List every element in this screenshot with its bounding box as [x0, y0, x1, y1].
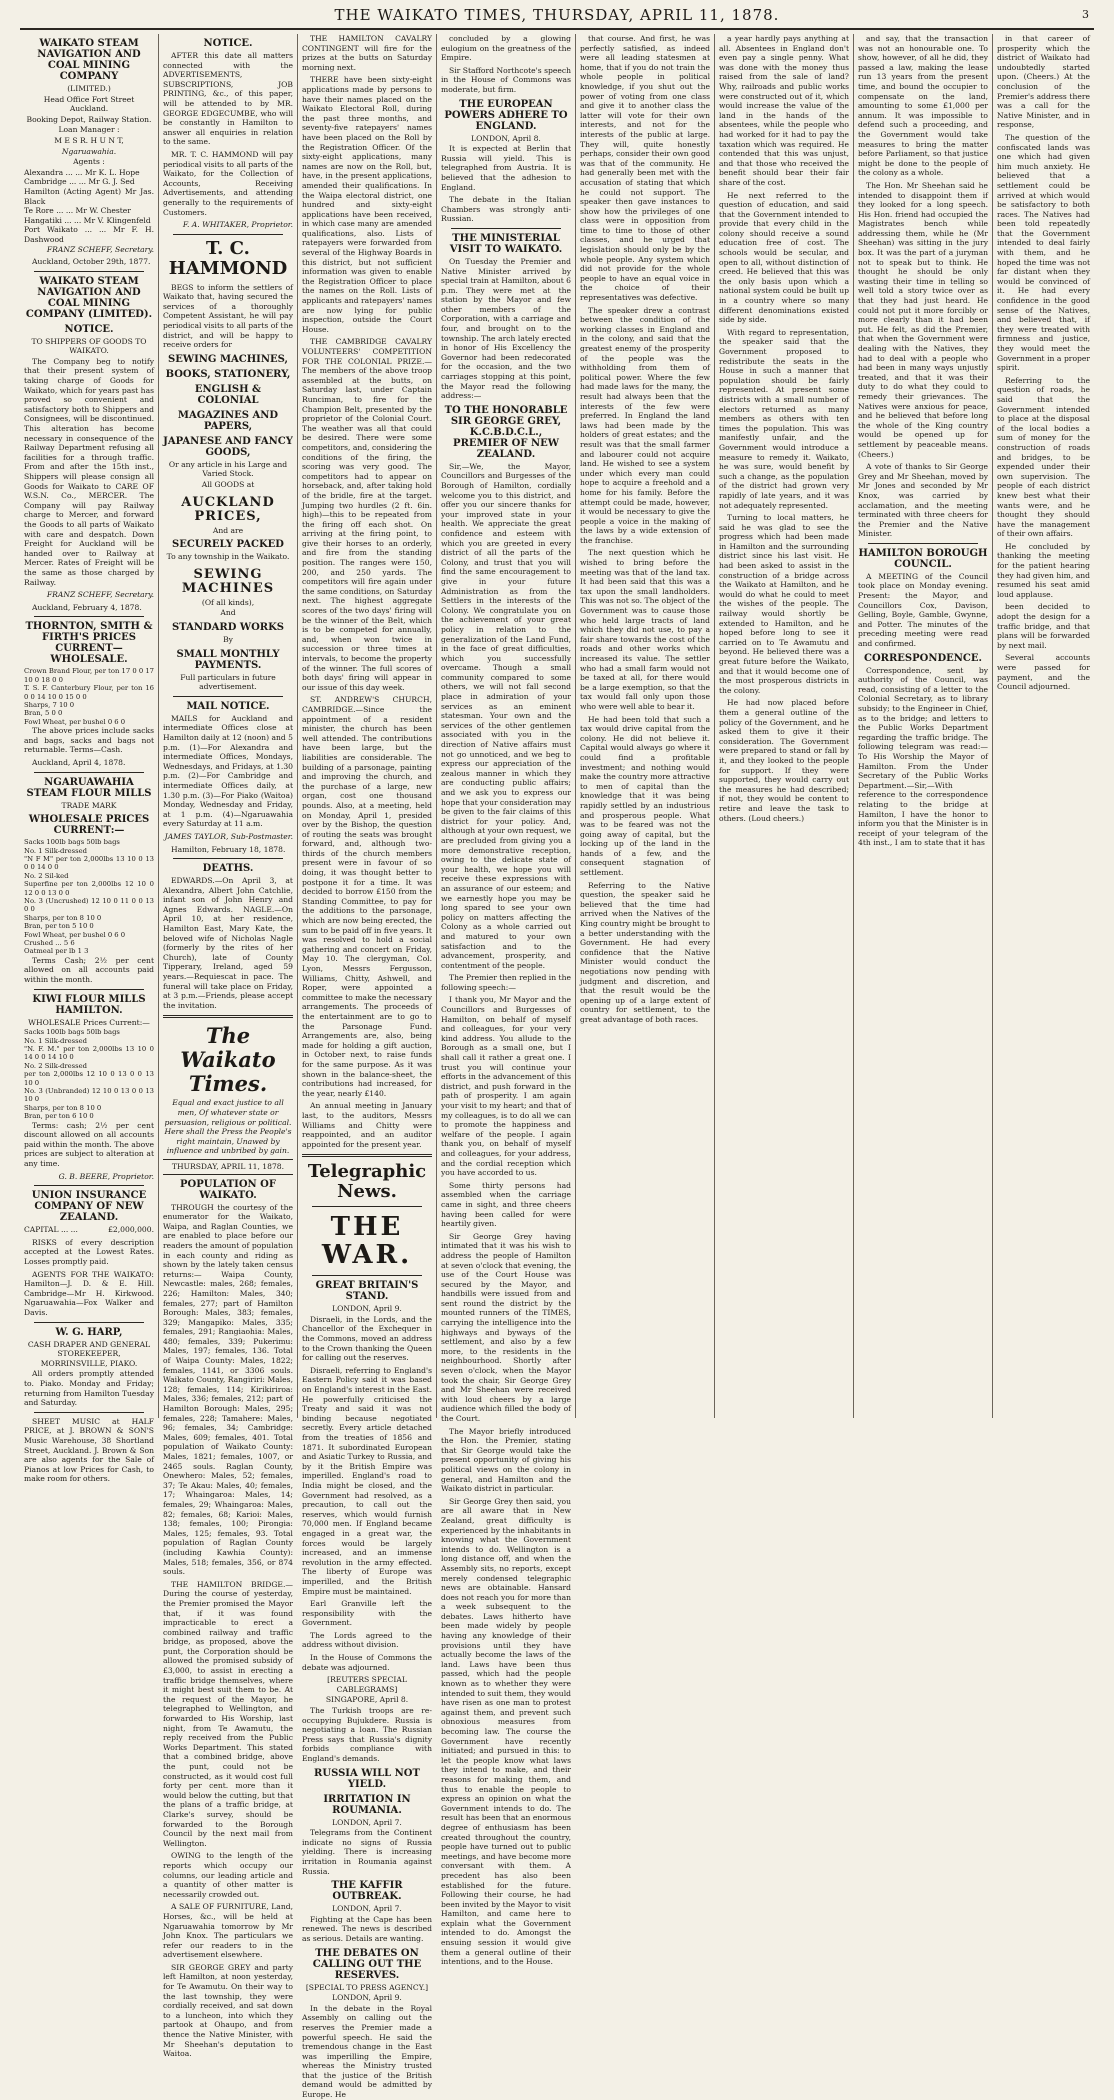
trade-mark: TRADE MARK — [61, 800, 117, 810]
notice-sub: TO SHIPPERS OF GOODS TO WAIKATO. — [31, 336, 147, 356]
agent-item: Hamilton (Acting Agent) Mr Jas. Black — [24, 186, 154, 206]
vote-of-thanks-text: A vote of thanks to Sir George Grey and Mr Sheehan, moved by Mr Jones and seconded by Mr Knox, was carried by acclamation, and the meeting terminated with three cheers for the Premier and the Native Minister. — [858, 462, 988, 539]
debates-text: In the debate in the Royal Assembly on calling out the reserves the Premier made a powerful speech. He said the tremendous change in the East was imperilling the Empire, whereas the Ministry trusted that the justice of the British demand would be admitted by Europe. He — [302, 2003, 432, 2100]
hammond-all: All GOODS at — [201, 480, 255, 490]
population-heading: POPULATION OF WAIKATO. — [180, 1178, 276, 1201]
divider — [34, 271, 144, 272]
hammond-by: By — [223, 635, 233, 644]
war-text-2: Disraeli, referring to England's Eastern Policy said it was based on England's interest in the East. He powerfully criticised the Treaty and said it was not binding because negotiated secretly. Every article detached from the treaties of 1856 and 1871. It subordinated European and Asiatic Turkey to Russia, and by it the British Empire was imperilled. England's road to India might be closed, and the Government had resolved, as a precaution, to call out the reserves, which would furnish 70,000 men. If England became engaged in a great war, the forces would be largely increased, and an immense revolution in the army effected. The liberty of Europe was imperilled, and the British Empire must be maintained. — [302, 1365, 432, 1596]
hammond-full: Full particulars in future advertisement. — [180, 672, 276, 692]
sheet-music-ad: SHEET MUSIC at HALF PRICE, at J. BROWN & SON'S Music Warehouse, 38 Shortland Street, Auckland. J. Brown & Son are also agents for the Sale of Pianos at low Prices for Cash, to make room for others. — [24, 1416, 154, 1484]
hammond-prices: AUCKLAND PRICES, — [181, 494, 275, 524]
notice-signature: F. A. WHITAKER, Proprietor. — [182, 220, 293, 230]
divider — [34, 1412, 144, 1413]
notice-date: Auckland, February 4, 1878. — [32, 602, 142, 612]
kiwi-prices — [24, 1028, 154, 1120]
union-capital-row — [24, 1225, 154, 1235]
hammond-and-2: And — [220, 608, 236, 618]
hammond-sewing: SEWING MACHINES — [181, 566, 275, 596]
electoral-roll-note: THERE have been sixty-eight applications made by persons to have their names placed on the Waikato Electoral Roll, during the past three months, and seventy-five ratepayers' names have been placed on the Roll by the Registration Officer. Of the sixty-eight applications, many names are now on the Roll, but, have, in the present applications, amended their qualifications. In the Waipa electoral district, one hundred and sixty-eight applications have been received, in which case many are amended qualifications, also. Lists of ratepayers were forwarded from several of the Highway Boards in this district, but not sufficient information was given to enable the Registration Officer to place the names on the Roll. Lists of applicants and ratepayers' names are now lying for public inspection, outside the Court House. — [302, 75, 432, 334]
agents-list — [24, 168, 154, 245]
war-text-4: The Lords agreed to the address without division. — [302, 1630, 432, 1650]
union-capital-value: £2,000,000. — [108, 1225, 154, 1235]
population-text: THROUGH the courtesy of the enumerator for the Waikato, Waipa, and Raglan Counties, we are enabled to place before our readers the amount of population in each county and riding as shown by the lately taken census returns:— Waipa County, Newcastle: males, 268; females, 226; Hamilton: Males, 340; females, 277; part of Hamilton Borough: Males, 383; females, 329; Mangapiko: Males, 335; females, 291; Rangiaohia: Males, 480; females, 339; Pukerimu: Males, 197; females, 136. Total of Waipa County: Males, 1822; females, 1141, or 3306 souls. Waikato County, Rangiriri: Males, 128; females, 114; Kirikiriroa: Males, 336; females, 212; part of Hamilton Borough: Males, 295; females, 228; Tamahere: Males, 96; females, 34; Cambridge: Males, 609; females, 401. Total population of Waikato County: Males, 1821; females, 1007, or 2465 souls. Raglan County, Onewhero: Males, 52; females, 37; Te Akau: Males, 40; females, 17; Whaingaroa: Males, 14; females, 29; Whaingaroa: Males, 82; females, 68; Karioi: Males, 138; females, 100; Pirongia: Males, 125; females, 93. Total population of Raglan County (including Kawhia County): Males, 518; females, 356, or 874 souls. — [163, 1202, 293, 1577]
hammond-item: JAPANESE AND FANCY GOODS, — [163, 435, 293, 458]
st-andrews-church-2: An annual meeting in January last, to the auditors, Messrs Williams and Chitty were reappointed, and an auditor appointed for the present year. — [302, 1101, 432, 1149]
the-war-heading: THE WAR. — [321, 1212, 413, 1271]
column-6 — [715, 34, 854, 1418]
wholesale-prices — [24, 838, 154, 956]
notice-heading: NOTICE. — [64, 323, 114, 335]
kaffir-text: Fighting at the Cape has been renewed. The news is described as serious. Details are wanting. — [302, 1914, 432, 1943]
ngaruawahia-mills-heading: NGARUAWAHIA STEAM FLOUR MILLS — [26, 776, 152, 799]
steam-nav-office: Head Office Fort Street Auckland. — [43, 94, 135, 114]
divider — [868, 543, 978, 544]
speech-text: in that career of prosperity which the district of Waikato had undoubtedly started upon. (Cheers.) At the conclusion of the Premier's address there was a call for the Native Minister, and in response, — [997, 34, 1090, 130]
hammond-item: ENGLISH & COLONIAL — [194, 383, 262, 406]
price-line: Sharps, per ton 8 10 0 — [24, 1103, 102, 1112]
masthead — [20, 6, 1094, 30]
sheehan-speech-text: The Hon. Mr Sheehan said he intended to disappoint them if they looked for a long speech. His Hon. friend had occupied the Magistrates bench while addressing them, while he (Mr Sheehan) was sitting in the jury box. It was the part of a juryman not to speak but to think. He thought he should be only wasting their time in telling so well told a story twice over as that they had just heard. He could not put it more forcibly or more clearly than it had been put. He felt, as did the Premier, that when the Government were dealing with the Natives, they had to deal with a people who had been in many ways unjustly treated, and that it was their duty to do what they could to remedy their grievances. The Natives were anxious for peace, and he believed that before long the whole of the King country would be opened up for settlement by peaceable means. (Cheers.) — [858, 180, 988, 459]
price-line: Sharps, 7 10 0 — [24, 700, 75, 709]
divider — [34, 616, 144, 617]
column-4 — [437, 34, 576, 1967]
powers-text: It is expected at Berlin that Russia will yield. This is telegraphed from Austria. It is believed that the adhesion to England. — [441, 144, 571, 192]
column-5 — [576, 34, 715, 1418]
price-line: T. S. F. Canterbury Flour, per ton 16 0 0 14 10 0 15 0 0 — [24, 684, 154, 701]
divider — [34, 1322, 144, 1323]
hammond-heading: T. C. HAMMOND — [168, 237, 288, 279]
hammond-standard: STANDARD WORKS — [171, 622, 285, 633]
paper-title: The Waikato Times. — [180, 1023, 276, 1097]
notice-text-2: MR. T. C. HAMMOND will pay periodical visits to all parts of the Waikato, for the Collection of Accounts, Receiving Advertisements, and attending generally to the requirements of Customers. — [163, 149, 293, 217]
council-text: Several accounts were passed for payment, and the Council adjourned. — [997, 653, 1090, 692]
price-line: "N. F. M." per ton 2,000lbs 13 10 0 14 0 0 14 10 0 — [24, 1045, 154, 1062]
correspondence-heading: CORRESPONDENCE. — [863, 652, 982, 664]
speech-text: Referring to the Native question, the speaker said he believed that the time had arrived when the Natives of the King country might be brought to a better understanding with the Government. He had every confidence that the Native Minister would conduct the negotiations now pending with judgment and discretion, and that the result would be the opening up of a large extent of country for settlement, to the great advantage of both races. — [580, 880, 710, 1024]
price-line: Sacks 100lb bags 50lb bags — [24, 1028, 120, 1037]
notice-signature: FRANZ SCHEFF, Secretary. — [46, 590, 154, 600]
divider — [173, 858, 283, 859]
price-line: Fowl Wheat, per bushel 0 6 0 — [24, 717, 126, 726]
price-line: "N F M" per ton 2,000lbs 13 10 0 13 0 0 14 0 0 — [24, 854, 154, 872]
evening-meeting-text: Sir George Grey having intimated that it was his wish to address the people of Hamilton at seven o'clock that evening, the use of the Court House was secured by the Mayor, and handbills were issued from and sent round the district by the mounted runners of the TIMES, carrying the intelligence into the highways and byways of the settlement, and also by a few more, to the residents in the neighbourhood. Shortly after seven o'clock, when the Mayor took the chair, Sir George Grey and Mr Sheehan were received with loud cheers by a large audience which filled the body of the Court. — [441, 1231, 571, 1423]
speech-text: He next referred to the question of education, and said that the Government intended to provide that every child in the colony should receive a sound education free of cost. The schools would be secular, and open to all, without distinction of creed. He believed that this was the only basis upon which a national system could be built up in a country where so many different denominations existed side by side. — [719, 190, 849, 325]
grey-party-note: SIR GEORGE GREY and party left Hamilton, at noon yesterday, for Te Awamutu. On their way to the last township, they were cordially received, and sat down to a luncheon, into which they partook at Ohaupo, and from thence the Native Minister, with Mr Sheehan's deputation to Waitoa. — [163, 1962, 293, 2059]
war-text-5: In the House of Commons the debate was adjourned. — [302, 1653, 432, 1672]
cavalry-competition: THE CAMBRIDGE CAVALRY VOLUNTEERS' COMPETITION FOR THE COLONIAL PRIZE.—The members of the above troop assembled at the butts, on Saturday last, under Captain Runciman, to fire for the Champion Belt, presented by the proprietor of the Colonial Court. The weather was all that could be desired. There were some competitors, and, considering the conditions of the firing, the scoring was very good. The competitors had to appear on horseback, and, after taking hold of the bridle, fire at the target. Jumping two hurdles (2 ft. 6in. high)—this to be repeated from the firing off each shot. On arriving at the firing point, to give their horses to an orderly, and fire from the standing position. The ranges were 150, 200, and 250 yards. The competitors will fire again under the same conditions, on Saturday next. The highest aggregate scores of the two days' firing will be the winner of the Belt, which is to be competed for annually, and, when won twice in succession or three times at intervals, to become the property of the winner. The full scores of both days' firing will appear in our issue of this day week. — [302, 337, 433, 692]
kiwi-terms: Terms: cash; 2½ per cent discount allowed on all accounts paid within the month. The above prices are subject to alteration at any time. — [24, 1120, 154, 1169]
divider-double — [163, 1015, 293, 1018]
price-line: Fowl Wheat, per bushel 0 6 0 — [24, 930, 126, 939]
price-line: No. 2 Silk-dressed — [24, 1061, 87, 1070]
divider — [312, 1275, 422, 1276]
correspondence-text: Correspondence, sent by authority of the Council, was read, consisting of a letter to the Colonial Secretary, as to library subsidy; to the Engineer in Chief, as to the bridge; and letters to the Public Works Department regarding the traffic bridge. The following telegram was read:— To His Worship the Mayor of Hamilton. From the Under Secretary of the Public Works Department.—Sir,—With reference to the correspondence relating to the bridge at Hamilton, I have the honor to inform you that the Minister is in receipt of your telegram of the 4th inst., I am to state that it has — [858, 665, 988, 848]
speech-text: that course. And first, he was perfectly satisfied, as indeed were all leading statesmen at home, that if you do not train the whole people in political knowledge, if you shut out the power of voting from one class and give it to another class the latter will vote for their own interests, and not for the interests of the public at large. They will, quite honestly perhaps, consider their own good was that of the community. He had generally been met with the accusation of stating that which he could not support. The speaker then gave instances to show how the privileges of one class were in opposition from time to time to those of other classes, and he urged that legislation should only be by the whole people. Any system which did not provide for the whole people to have an equal voice in the choice of their representatives was defective. — [580, 34, 710, 303]
crowded-out-note: OWING to the length of the reports which occupy our columns, our leading article and a quantity of other matter is necessarily crowded out. — [163, 1851, 293, 1899]
masthead-title: THE WAIKATO TIMES, THURSDAY, APRIL 11, 1878. — [334, 6, 780, 24]
speech-text: a year hardly pays anything at all. Absentees in England don't even pay a single penny. What was done with the money thus raised from the sale of land? Why, railroads and public works were constructed out of it, which would increase the value of the land in the hands of the absentees, while the people who had worked for it had to pay the taxation which was required. He contended that this was unjust, and that those who received the benefit should bear their fair share of the cost. — [719, 34, 849, 187]
paper-motto: Equal and exact justice to all men, Of whatever state or persuasion, religious or political. Here shall the Press the People's right maintain, Unawed by influence and unbribed by gain. — [164, 1098, 292, 1156]
notice-text: The Company beg to notify that their present system of taking charge of Goods for Waikato, which for years past has proved so convenient and satisfactory both to Shippers and Consignees, will be discontinued. This alteration has become necessary in consequence of the Railway Department refusing all facilities for a through traffic. From and after the 15th inst., Shippers will please consign all Goods for Waikato to CARE OF W.S.N. Co., MERCER. The Company will pay Railway charge to Mercer, and forward the Goods to all parts of Waikato with care and despatch. Down Freight for Auckland will be handed over to Railway at Mercer. Rates of Freight will be the same as those charged by Railway. — [24, 356, 154, 587]
union-agents: AGENTS FOR THE WAIKATO: Hamilton—J. D. & E. Hill. Cambridge—Mr H. Kirkwood. Ngaruawahia—Fox Walker and Davis. — [24, 1269, 154, 1317]
price-line: Sharps, per ton 8 10 0 — [24, 913, 102, 922]
harp-heading: W. G. HARP, — [55, 1326, 123, 1338]
agent-item: Cambridge ... ... Mr G. J. Sed — [24, 177, 135, 187]
dateline: LONDON, April 9. — [332, 1993, 402, 2003]
price-line: per ton 2,000lbs 12 10 0 13 0 0 13 10 0 — [24, 1070, 154, 1087]
column-7 — [854, 34, 993, 1418]
thornton-note: The above prices include sacks and bags, sacks and bags not returnable. Terms—Cash. — [24, 726, 154, 755]
price-line: Crushed ... 5 6 — [24, 939, 75, 947]
kiwi-signature: G. B. BEERE, Proprietor. — [58, 1171, 154, 1181]
war-text-1: Disraeli, in the Lords, and the Chancellor of the Exchequer in the Commons, moved an address to the Crown thanking the Queen for calling out the reserves. — [302, 1314, 432, 1363]
hammond-item: SEWING MACHINES, — [168, 353, 288, 365]
speech-text: The next question which he wished to bring before the meeting was that of the land tax. It had been said that this was a tax upon the small landholders. This was not so. The object of the Government was to cause those who held large tracts of land which they did not use, to pay a fair share towards the cost of the roads and other works which increased its value. The settler who had a small farm would not be taxed at all, for there would be a large exemption, so that the tax would fall only upon those who were well able to bear it. — [580, 548, 710, 711]
deaths-heading: DEATHS. — [202, 863, 254, 875]
hamilton-bridge-text: THE HAMILTON BRIDGE.—During the course of yesterday, the Premier promised the Mayor that, if it was found impracticable to erect a combined railway and traffic bridge, as proposed, above the punt, the Corporation should be allowed the promised subsidy of £3,000, to assist in erecting a traffic bridge themselves, where it might best suit them to be. At the request of the Mayor, he telegraphed to Wellington, and forwarded to His Worship, last night, from Te Awamutu, the reply received from the Public Works Department. This stated that a combined bridge, above the punt, could not be constructed, as it would cost full forty per cent. more than it would below the cutting, but that the plans of a traffic bridge, at Clarke's survey, should be forwarded to the Borough Council by the next mail from Wellington. — [163, 1579, 293, 1848]
roumania-heading: IRRITATION IN ROUMANIA. — [323, 1793, 411, 1816]
grey-speech-text: Sir George Grey then said, you are all aware that in New Zealand, great difficulty is experienced by the inhabitants in knowing what the Government intends to do. Wellington is a long distance off, and when the Assembly sits, no reports, except merely condensed telegraphic news are obtainable. Hansard does not reach you for more than a week subsequent to the debates. Laws hitherto have been made widely by people having any knowledge of their provisions until they have actually become the laws of the land. Laws have been thus passed, which had the people known as to whether they were intended to suit them, they would have risen as one man to protest against them, and prevent such obnoxious measures from becoming law. The course the Government have recently initiated; and pursued in this: to let the people know what laws they intend to make, and their reasons for making them, and thus to enable the people to express an opinion on what the Government intends to do. The result has been that an enormous degree of enthusiasm has been created throughout the country, people have turned out to public meetings, and have become more conversant with them. A precedent has also been established for the future. Following their course, he had been invited by the Mayor to visit Hamilton, and came here to explain what the Government intended to do. Amongst the ensuing session it would give them a general outline of their intentions, and to the House. — [441, 1496, 571, 1967]
kiwi-mills-heading: KIWI FLOUR MILLS HAMILTON. — [32, 993, 146, 1016]
notice-text: AFTER this date all matters connected with the ADVERTISEMENTS, SUBSCRIPTIONS, JOB PRINTING, &c., of this paper, will be attended to by MR. GEORGE EDGECUMBE, who will be constantly in Hamilton to answer all enquiries in relation to the same. — [163, 51, 293, 147]
thornton-date: Auckland, April 4, 1878. — [32, 757, 126, 767]
loan-manager: M E S R. H U N T, — [54, 135, 124, 145]
agents-date: Auckland, October 29th, 1877. — [32, 257, 151, 267]
dateline: LONDON, April 7. — [332, 1904, 402, 1914]
st-andrews-church: ST. ANDREW'S CHURCH, CAMBRIDGE.—Since the appointment of a resident minister, the church has been well attended. The contributions have been large, but the liabilities are considerable. The building of a parsonage, painting and improving the church, and the purchase of a large, new organ, cost one thousand pounds. Also, at a meeting, held on Monday, April 1, presided over by the Bishop, the question of routing the seats was brought forward, and, although two-thirds of the church members present were in favour of so doing, it was thought better to postpone it for a time. It was decided to borrow £150 from the Standing Committee, to pay for the additions to the parsonage, which are now being erected, the sum to be paid off in five years. It was resolved to hold a social gathering and concert on Friday, May 10. The clergyman, Col. Lyon, Messrs Fergusson, Williams, Chitty, Ashwell, and Roper, were appointed a committee to make the necessary arrangements. The proceeds of the entertainment are to go to the Parsonage Fund. Arrangements are, also, being made for holding a gift auction, in October next, to raise funds for the same purpose. As it was shown in the balance-sheet, the contributions had increased, for the year, nearly £140. — [302, 695, 432, 1098]
mail-notice-text: MAILS for Auckland and intermediate Offices close at Hamilton daily at 12 (noon) and 5 p.m. (1)—For Alexandra and intermediate Offices, Mondays, Wednesdays, and Fridays, at 1.30 p.m. (2)—For Cambridge and intermediate Offices daily, at 1.30 p.m. (3)—For Piako (Waitoa) Monday, Wednesday and Friday, at 1 p.m. (4)—Ngaruawahia every Saturday at 11 a.m. — [163, 713, 293, 829]
debates-heading: THE DEBATES ON CALLING OUT THE RESERVES. — [312, 1947, 422, 1981]
divider-double — [302, 1154, 432, 1157]
harp-text: All orders promptly attended to. Piako. Monday and Friday; returning from Hamilton Tuesday and Saturday. — [24, 1369, 154, 1408]
divider — [34, 989, 144, 990]
continued-text: concluded by a glowing eulogium on the greatness of the Empire. — [441, 34, 571, 63]
address-heading: TO THE HONORABLE SIR GEORGE GREY, K.C.B.D.C.L., PREMIER OF NEW ZEALAND. — [444, 404, 568, 460]
divider — [312, 1206, 422, 1207]
address-text: Sir,—We, the Mayor, Councillors and Burgesses of the Borough of Hamilton, cordially welcome you to this district, and offer you our sincere thanks for your improved state in your health. We appreciate the great confidence and esteem with which you are greeted in every district of all the parts of the Colony, and trust that you will find the same encouragement to give in your future Administration as from the Settlers in the interests of the Colony. We congratulate you on the achievement of your great policy in relation to the generalization of the Land Fund, in the face of great difficulties, which you successfully overcame. Though a small community compared to some others, we will not fall second place in admiration of your services as an eminent statesman. Your own and the services of the other gentlemen associated with you in the direction of Native affairs must not go unnoticed, and we beg to express our appreciation of the zealous manner in which they are conducting public affairs; and we ask you to express our hope that your consideration may be given to the fair claims of this district for your policy. And, although at your own request, we are precluded from giving you a more demonstrative reception, owing to the delicate state of your health, we hope you will receive these expressions with an assurance of our esteem; and we earnestly hope you may be long spared to see your own policy on matters affecting the Colony as a whole carried out and matured to your own satisfaction and to the advancement, prosperity, and contentment of the people. — [441, 461, 571, 970]
ministerial-visit-text: On Tuesday the Premier and Native Minister arrived by special train at Hamilton, about 6 p.m. They were met at the station by the Mayor and few other members of the Corporation, with a carriage and four, and brought on to the township. The arch lately erected in honor of His Excellency the Governor had been redecorated for the occasion, and the two carriages stopping at this point, the Mayor read the following address:— — [441, 256, 571, 401]
steam-nav-depot: Booking Depot, Railway Station. — [26, 114, 152, 124]
speech-text: The question of the confiscated lands was one which had given him much anxiety. He believed that a settlement could be arrived at which would be satisfactory to both races. The Natives had been told repeatedly that the Government intended to deal fairly with them, and he hoped the time was not far distant when they would be convinced of it. He had every confidence in the good sense of the Natives, and believed that, if they were treated with firmness and justice, they would meet the Government in a proper spirit. — [997, 132, 1090, 373]
hammond-item: BOOKS, STATIONERY, — [165, 368, 291, 380]
powers-heading: THE EUROPEAN POWERS ADHERE TO ENGLAND. — [444, 98, 568, 132]
gb-stand-heading: GREAT BRITAIN'S STAND. — [315, 1280, 419, 1303]
wholesale-terms: Terms Cash; 2½ per cent allowed on all accounts paid within the month. — [24, 955, 154, 984]
hammond-township: To any township in the Waikato. — [166, 552, 290, 562]
price-line: Bran, 5 0 0 — [24, 709, 63, 718]
sale-note: A SALE OF FURNITURE, Land, Horses, &c., will be held at Ngaruawahia tomorrow by Mr John Knox. The particulars we refer our readers to in the advertisement elsewhere. — [163, 1902, 293, 1960]
mail-signature: JAMES TAYLOR, Sub-Postmaster. — [164, 831, 293, 841]
agent-item: Alexandra ... ... Mr K. L. Hope — [24, 167, 140, 177]
borough-council-text: A MEETING of the Council took place on Monday evening. Present: the Mayor, and Councillors Cox, Davison, Gelling, Boyle, Gamble, Gwynne, and Potter. The minutes of the preceding meeting were read and confirmed. — [858, 571, 988, 649]
mail-date: Hamilton, February 18, 1878. — [171, 844, 286, 854]
date-line-box — [163, 1159, 293, 1175]
column-3 — [298, 34, 437, 2100]
special-label: [SPECIAL TO PRESS AGENCY.] — [305, 1982, 429, 1992]
speech-text: Turning to local matters, he said he was glad to see the progress which had been made in Hamilton and the surrounding district since his last visit. He had been asked to assist in the construction of a bridge across the Waikato at Hamilton, and he would do what he could to meet the wishes of the people. The railway would shortly be extended to Hamilton, and he hoped before long to see it carried on to Te Awamutu and beyond. He believed there was a great future before the Waikato, and that it would become one of the most prosperous districts in the colony. — [719, 513, 849, 695]
mail-notice-heading: MAIL NOTICE. — [186, 700, 270, 712]
steam-nav-sub: (LIMITED.) — [67, 84, 111, 93]
hammond-or: Or any article in his Large and Varied Stock. — [168, 459, 288, 479]
nav2-heading: WAIKATO STEAM NAVIGATION AND COAL MINING COMPANY (LIMITED). — [25, 275, 153, 320]
column-2 — [159, 34, 298, 2059]
hammond-intro: BEGS to inform the settlers of Waikato that, having secured the services of a thoroughly Competent Assistant, he will pay periodical visits to all parts of the district, and will be happy to receive orders for — [163, 282, 293, 350]
price-line: Crown Brand Flour, per ton 17 0 0 17 10 0 18 0 0 — [24, 667, 154, 684]
agents-signature: FRANZ SCHEFF, Secretary. — [46, 244, 154, 254]
ministerial-visit-heading: THE MINISTERIAL VISIT TO WAIKATO. — [449, 232, 563, 255]
divider — [451, 228, 561, 229]
divider — [173, 696, 283, 697]
price-line: Oatmeal per lb 1 3 — [24, 947, 89, 956]
price-line: Superfine per ton 2,000lbs 12 10 0 12 0 0 13 0 0 — [24, 880, 154, 897]
price-line: No. 2 Sil-ked — [24, 871, 69, 880]
divider — [34, 772, 144, 773]
council-text: been decided to adopt the design for a traffic bridge, and that plans will be forwarded by next mail. — [997, 602, 1090, 650]
cavalry-note: THE HAMILTON CAVALRY CONTINGENT will fire for the prizes at the butts on Saturday morning next. — [302, 34, 432, 72]
agents-label: Agents : — [73, 157, 105, 167]
hammond-and: And are — [212, 525, 244, 535]
speech-text: With regard to representation, the speaker said that the Government proposed to redistribute the seats in the House in such a manner that population should be fairly represented. At present some districts with a small number of electors returned as many members as others with ten times the population. This was manifestly unfair, and the Government would introduce a measure to remedy it. Waikato, he was sure, would benefit by such a change, as the population of the district had grown very rapidly of late years, and it was not adequately represented. — [719, 327, 849, 510]
speech-text: The speaker drew a contrast between the condition of the working classes in England and in the colony, and said that the greatest enemy of the prosperity of the people was the withholding from them of political power. Where the few had made laws for the many, the result had always been that the interests of the few were preferred. In England the land laws had been made by the holders of great estates; and the result was that the small farmer and labourer could not acquire land. He wished to see a system under which every man could hope to acquire a freehold and a home for his family. Before the attempt could be made, however, it would be necessary to give the people a voice in the making of the laws by a wide extension of the franchise. — [580, 305, 710, 545]
kaffir-heading: THE KAFFIR OUTBREAK. — [331, 1880, 403, 1903]
dateline: LONDON, April 9. — [332, 1304, 402, 1314]
hammond-packed: SECURELY PACKED — [172, 539, 284, 551]
speech-text: He had been told that such a tax would drive capital from the colony. He did not believe it. Capital would always go where it could find a profitable investment; and nothing would make the country more attractive to men of capital than the knowledge that it was being rapidly settled by an industrious and prosperous people. What was to be feared was not the going away of capital, but the locking up of the land in the hands of a few, and the consequent stagnation of settlement. — [580, 714, 710, 878]
telegraphic-news-heading: Telegraphic News. — [307, 1161, 427, 1203]
hammond-payments: SMALL MONTHLY PAYMENTS. — [176, 648, 280, 671]
union-capital-label: CAPITAL ... ... — [24, 1225, 78, 1235]
singapore-text: The Turkish troops are re-occupying Bujukdere. Russia is negotiating a loan. The Russian Press says that Russia's dignity forbids compliance with England's demands. — [302, 1706, 432, 1763]
thornton-prices — [24, 667, 154, 726]
price-line: Bran, per ton 5 10 0 — [24, 922, 94, 931]
speech-text: and say, that the transaction was not an honourable one. To show, however, of all he did, they passed a law, making the lease run 13 years from the present time, and bound the occupier to compensate on the land, amounting to some £1,000 per annum. It was impossible to defend such a proceeding, and the Government would take measures to bring the matter before Parliament, so that justice might be done to the people of the colony as a whole. — [858, 34, 988, 178]
price-line: Sacks 100lb bags 50lb bags — [24, 838, 120, 847]
italian-debate-text: The debate in the Italian Chambers was strongly anti-Russian. — [441, 195, 571, 224]
borough-council-heading: HAMILTON BOROUGH COUNCIL. — [858, 547, 988, 570]
speech-text: Referring to the question of roads, he said that the Government intended to place at the disposal of the local bodies a sum of money for the construction of roads and bridges, to be expended under their own supervision. The people of each district knew best what their wants were, and he thought they should have the management of their own affairs. — [997, 375, 1090, 539]
war-text-3: Earl Granville left the responsibility with the Government. — [302, 1599, 432, 1628]
price-line: No. 1 Silk-dressed — [24, 846, 87, 855]
russia-text: Telegrams from the Continent indicate no signs of Russia yielding. There is increasing irritation in Roumania against Russia. — [302, 1828, 432, 1876]
union-insurance-heading: UNION INSURANCE COMPANY OF NEW ZEALAND. — [31, 1190, 147, 1224]
harp-sub: CASH DRAPER AND GENERAL STOREKEEPER, MORRINSVILLE, PIAKO. — [27, 1339, 151, 1368]
price-line: No. 3 (Uncrushed) 12 10 0 11 0 0 13 0 0 — [24, 896, 154, 914]
price-line: No. 3 (Unbranded) 12 10 0 13 0 0 13 10 0 — [24, 1087, 154, 1104]
deaths-text: EDWARDS.—On April 3, at Alexandra, Albert John Catchlie, infant son of John Henry and Agnes Edwards. NAGLE.—On April 10, at her residence, Hamilton East, Mary Kate, the beloved wife of Nicholas Nagle (formerly by the rites of her Church), late of County Tipperary, Ireland, aged 59 years.—Requiescat in pace. The funeral will take place on Friday, at 3 p.m.—Friends, please accept the invitation. — [163, 876, 293, 1010]
agent-item: Te Rore ... ... Mr W. Chester — [24, 206, 131, 216]
divider — [34, 1185, 144, 1186]
wholesale-heading: WHOLESALE PRICES CURRENT:— — [28, 814, 150, 837]
dateline: LONDON, April 7. — [332, 1817, 402, 1827]
speech-text: He concluded by thanking the meeting for the patient hearing they had given him, and resumed his seat amid loud applause. — [997, 541, 1090, 599]
loan-place: Ngaruawahia. — [61, 146, 117, 156]
dateline: SINGAPORE, April 8. — [325, 1695, 409, 1705]
reuters-label: [REUTERS SPECIAL CABLEGRAMS] — [327, 1675, 407, 1694]
loan-manager-label: Loan Manager : — [58, 125, 120, 135]
page-number: 3 — [1082, 8, 1090, 21]
thirty-persons-text: Some thirty persons had assembled when the carriage came in sight, and three cheers having been called for were heartily given. — [441, 1180, 571, 1229]
premier-reply-intro: The Premier then replied in the following speech:— — [441, 973, 571, 992]
column-8 — [993, 34, 1094, 1418]
thornton-heading: THORNTON, SMITH & FIRTH'S PRICES CURRENT—WHOLESALE. — [25, 621, 153, 666]
price-line: Bran, per ton 6 10 0 — [24, 1112, 94, 1121]
agent-item: Hangatiki ... ... Mr V. Klingenfeld — [24, 215, 151, 225]
mayor-intro-text: The Mayor briefly introduced the Hon. the Premier, stating that Sir George would take the present opportunity of giving his political views on the colony in general, and Hamilton and the Waikato district in particular. — [441, 1426, 571, 1494]
speech-text: He had now placed before them a general outline of the policy of the Government, and he asked them to give it their consideration. The Government were prepared to stand or fall by it, and they looked to the people for support. If they were supported, they would carry out the measures he had described; if not, they would be content to retire and leave the task to others. (Loud cheers.) — [719, 698, 849, 823]
russia-heading: RUSSIA WILL NOT YIELD. — [314, 1767, 420, 1790]
steam-nav-heading: WAIKATO STEAM NAVIGATION AND COAL MINING COMPANY — [37, 38, 141, 82]
premier-reply-text: I thank you, Mr Mayor and the Councillors and Burgesses of Hamilton, on behalf of myself and colleagues, for your very kind address. You allude to the Borough as a small one, but I shall call it rather a great one. I trust you will continue your efforts in the advancement of this district, and push forward in the path of prosperity. I am again your visit to my heart; and that of my colleagues, is to do all we can to promote the happiness and welfare of the people. I again thank you, on behalf of myself and colleagues, for your address, and the cordial reception which you have accorded to us. — [441, 995, 571, 1178]
price-line: No. 1 Silk-dressed — [24, 1036, 87, 1045]
issue-date: THURSDAY, APRIL 11, 1878. — [171, 1161, 285, 1171]
agent-item: Port Waikato ... ... Mr F. H. Dashwood — [24, 225, 154, 244]
divider — [173, 234, 283, 235]
hammond-item: MAGAZINES AND PAPERS, — [177, 409, 279, 432]
kiwi-sub: WHOLESALE Prices Current:— — [28, 1017, 150, 1027]
notice-heading: NOTICE. — [203, 38, 253, 49]
northcote-text: Sir Stafford Northcote's speech in the House of Commons was moderate, but firm. — [441, 65, 571, 94]
hammond-kinds: (Of all kinds), — [201, 597, 255, 607]
dateline: LONDON, April 8. — [471, 133, 541, 143]
column-1 — [20, 34, 159, 1484]
union-text: RISKS of every description accepted at the Lowest Rates. Losses promptly paid. — [24, 1237, 154, 1266]
